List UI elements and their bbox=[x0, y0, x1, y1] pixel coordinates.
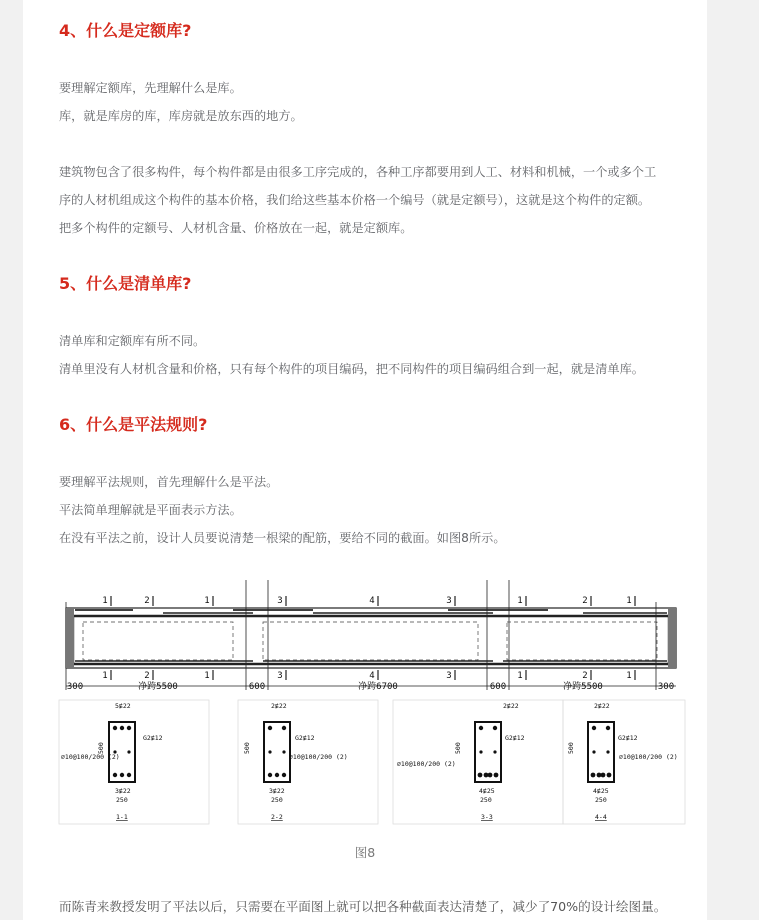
height-label: 500 bbox=[97, 742, 105, 754]
stirrup-label: ⌀10@100/200 (2) bbox=[289, 753, 348, 761]
bottom-bars-label: 4⊈25 bbox=[593, 787, 609, 795]
section-label: 1-1 bbox=[116, 813, 128, 821]
beam-marker-bottom: 1 bbox=[102, 671, 108, 681]
paragraph: 建筑物包含了很多构件，每个构件都是由很多工序完成的，各种工序都要用到人工、材料和机械，一个或多个工 bbox=[59, 165, 657, 179]
bottom-bars-label: 3⊈22 bbox=[269, 787, 285, 795]
paragraph: 在没有平法之前，设计人员要说清楚一根梁的配筋，要给不同的截面。如图8所示。 bbox=[59, 531, 506, 545]
dimension-label: 净跨5500 bbox=[563, 682, 603, 692]
beam-marker-bottom: 2 bbox=[582, 671, 588, 681]
height-label: 500 bbox=[454, 742, 462, 754]
top-bars-label: 2⊈22 bbox=[271, 702, 287, 710]
beam-marker-bottom: 2 bbox=[144, 671, 150, 681]
dimension-label: 净跨5500 bbox=[138, 682, 178, 692]
beam-marker-bottom: 3 bbox=[277, 671, 283, 681]
beam-marker-bottom: 1 bbox=[204, 671, 210, 681]
section-4-4 bbox=[563, 700, 685, 824]
beam-marker-top: 3 bbox=[277, 596, 283, 606]
section-2-2 bbox=[238, 700, 378, 824]
stirrup-label: ⌀10@100/200 (2) bbox=[61, 753, 120, 761]
paragraph: 清单库和定额库有所不同。 bbox=[59, 334, 206, 348]
width-label: 250 bbox=[116, 796, 128, 804]
beam-marker-top: 1 bbox=[626, 596, 632, 606]
side-bars-label: G2⊈12 bbox=[295, 734, 315, 742]
beam-marker-top: 2 bbox=[144, 596, 150, 606]
section-label: 3-3 bbox=[481, 813, 493, 821]
width-label: 250 bbox=[480, 796, 492, 804]
paragraph: 把多个构件的定额号、人材机含量、价格放在一起，就是定额库。 bbox=[59, 221, 413, 235]
article-page bbox=[23, 0, 707, 920]
paragraph: 平法简单理解就是平面表示方法。 bbox=[59, 503, 242, 517]
section-heading-4: 4、什么是定额库? bbox=[59, 21, 192, 40]
side-bars-label: G2⊈12 bbox=[505, 734, 525, 742]
height-label: 500 bbox=[567, 742, 575, 754]
top-bars-label: 2⊈22 bbox=[594, 702, 610, 710]
stirrup-label: ⌀10@100/200 (2) bbox=[397, 760, 456, 768]
section-3-3 bbox=[393, 700, 563, 824]
section-label: 4-4 bbox=[595, 813, 607, 821]
beam-marker-top: 4 bbox=[369, 596, 375, 606]
side-bars-label: G2⊈12 bbox=[143, 734, 163, 742]
height-label: 500 bbox=[243, 742, 251, 754]
width-label: 250 bbox=[595, 796, 607, 804]
beam-reinforcement-figure bbox=[23, 572, 707, 834]
section-heading-6: 6、什么是平法规则? bbox=[59, 415, 208, 434]
figure-caption: 图8 bbox=[354, 845, 376, 860]
dimension-label: 600 bbox=[489, 682, 507, 692]
section-heading-5: 5、什么是清单库? bbox=[59, 274, 192, 293]
beam-marker-bottom: 4 bbox=[369, 671, 375, 681]
beam-marker-bottom: 3 bbox=[446, 671, 452, 681]
paragraph: 清单里没有人材机含量和价格，只有每个构件的项目编码，把不同构件的项目编码组合到一起，就是清单库。 bbox=[59, 362, 644, 376]
beam-marker-bottom: 1 bbox=[517, 671, 523, 681]
beam-marker-top: 3 bbox=[446, 596, 452, 606]
paragraph: 要理解平法规则，首先理解什么是平法。 bbox=[59, 475, 279, 489]
closing-paragraph: 而陈青来教授发明了平法以后，只需要在平面图上就可以把各种截面表达清楚了，减少了70%的设计绘图量。 bbox=[59, 899, 667, 914]
bottom-bars-label: 3⊈22 bbox=[115, 787, 131, 795]
paragraph: 要理解定额库，先理解什么是库。 bbox=[59, 81, 242, 95]
beam-marker-top: 1 bbox=[517, 596, 523, 606]
dimension-label: 600 bbox=[248, 682, 266, 692]
beam-marker-top: 1 bbox=[204, 596, 210, 606]
paragraph: 库，就是库房的库，库房就是放东西的地方。 bbox=[59, 109, 303, 123]
bottom-bars-label: 4⊈25 bbox=[479, 787, 495, 795]
dimension-label: 300 bbox=[657, 682, 675, 692]
beam-marker-bottom: 1 bbox=[626, 671, 632, 681]
dimension-label: 300 bbox=[66, 682, 84, 692]
paragraph: 序的人材机组成这个构件的基本价格，我们给这些基本价格一个编号（就是定额号），这就是这个构件的定额。 bbox=[59, 193, 651, 207]
dimension-label: 净跨6700 bbox=[358, 682, 398, 692]
top-bars-label: 5⊈22 bbox=[115, 702, 131, 710]
section-label: 2-2 bbox=[271, 813, 283, 821]
beam-marker-top: 2 bbox=[582, 596, 588, 606]
top-bars-label: 2⊈22 bbox=[503, 702, 519, 710]
side-bars-label: G2⊈12 bbox=[618, 734, 638, 742]
beam-marker-top: 1 bbox=[102, 596, 108, 606]
stirrup-label: ⌀10@100/200 (2) bbox=[619, 753, 678, 761]
section-1-1 bbox=[59, 700, 209, 824]
width-label: 250 bbox=[271, 796, 283, 804]
